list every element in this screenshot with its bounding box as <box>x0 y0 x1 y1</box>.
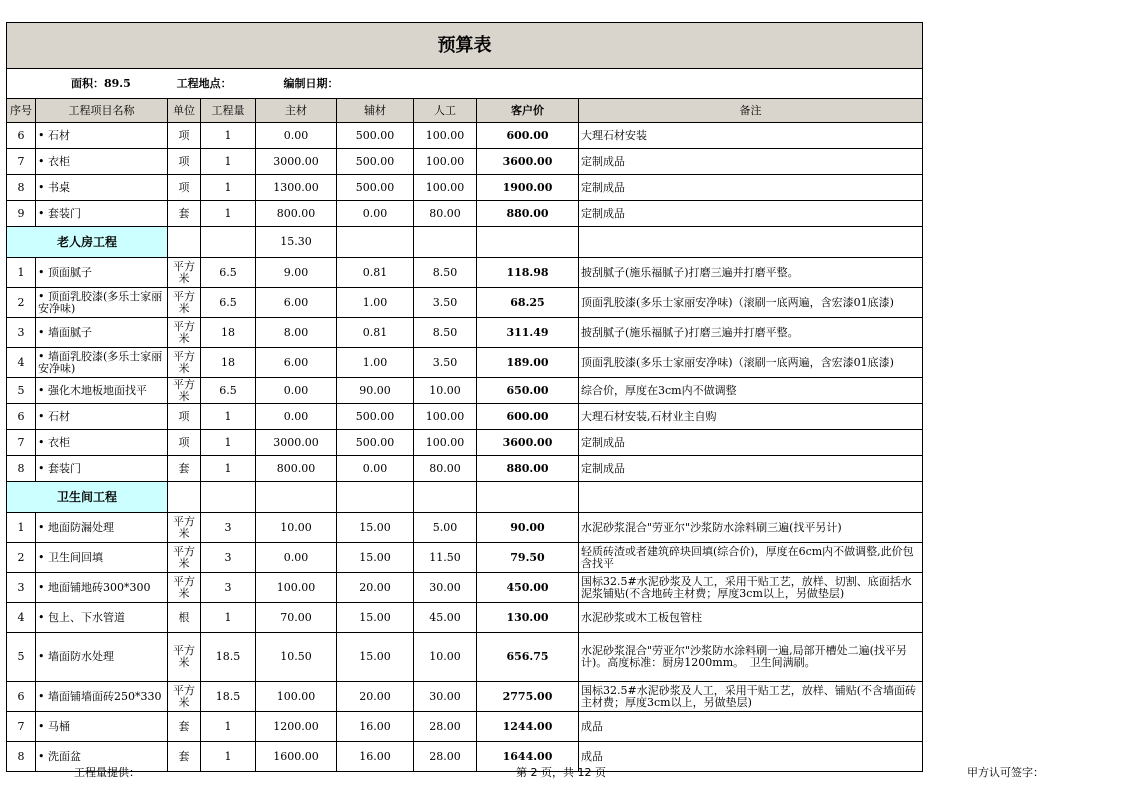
price-cell: 118.98 <box>477 258 579 288</box>
aux-cell: 1.00 <box>337 348 414 378</box>
table-row <box>7 603 923 633</box>
price-cell: 1644.00 <box>477 742 579 772</box>
price-cell: 600.00 <box>477 404 579 430</box>
table-row <box>7 201 923 227</box>
main-cell: 100.00 <box>256 573 337 603</box>
price-cell: 1900.00 <box>477 175 579 201</box>
labor-cell: 30.00 <box>414 573 477 603</box>
note-cell: 定制成品 <box>579 201 923 227</box>
col-header-labor: 人工 <box>414 99 477 123</box>
item-name: • 套装门 <box>36 201 168 227</box>
main-cell: 800.00 <box>256 456 337 482</box>
unit-cell: 平方米 <box>168 633 201 682</box>
page-total: 12 <box>577 766 592 779</box>
main-cell: 0.00 <box>256 543 337 573</box>
section-title: 卫生间工程 <box>7 482 168 513</box>
qty-cell: 1 <box>201 149 256 175</box>
note-cell: 国标32.5#水泥砂浆及人工，采用干贴工艺，放样、铺贴(不含墙面砖主材费；厚度3cm以上，另做垫层) <box>579 682 923 712</box>
row-number: 3 <box>7 573 36 603</box>
labor-cell: 5.00 <box>414 513 477 543</box>
item-name: • 顶面乳胶漆(多乐士家丽安净味) <box>36 288 168 318</box>
table-row <box>7 123 923 149</box>
note-cell: 大理石材安装 <box>579 123 923 149</box>
main-cell: 1200.00 <box>256 712 337 742</box>
unit-cell: 平方米 <box>168 348 201 378</box>
aux-cell: 20.00 <box>337 682 414 712</box>
note-cell: 综合价，厚度在3cm内不做调整 <box>579 378 923 404</box>
header-row <box>7 99 923 123</box>
unit-cell: 套 <box>168 742 201 772</box>
price-cell: 1244.00 <box>477 712 579 742</box>
table-row <box>7 404 923 430</box>
price-cell: 600.00 <box>477 123 579 149</box>
qty-cell: 1 <box>201 742 256 772</box>
note-cell: 顶面乳胶漆(多乐士家丽安净味)（滚刷一底两遍，含宏漆01底漆) <box>579 348 923 378</box>
aux-cell: 500.00 <box>337 149 414 175</box>
unit-cell: 平方米 <box>168 543 201 573</box>
page-number: 2 <box>530 766 538 779</box>
col-header-main: 主材 <box>256 99 337 123</box>
item-name: • 强化木地板地面找平 <box>36 378 168 404</box>
unit-cell: 平方米 <box>168 258 201 288</box>
row-number: 2 <box>7 288 36 318</box>
note-cell: 轻质砖渣或者建筑碎块回填(综合价)，厚度在6cm内不做调整,此价包含找平 <box>579 543 923 573</box>
qty-cell: 1 <box>201 603 256 633</box>
col-header-no: 序号 <box>7 99 36 123</box>
item-name: • 石材 <box>36 123 168 149</box>
price-cell: 79.50 <box>477 543 579 573</box>
price-cell: 130.00 <box>477 603 579 633</box>
labor-cell: 10.00 <box>414 378 477 404</box>
date-label: 编制日期： <box>283 76 339 90</box>
qty-cell: 1 <box>201 712 256 742</box>
main-cell: 800.00 <box>256 201 337 227</box>
section-row <box>7 227 923 258</box>
labor-cell: 80.00 <box>414 456 477 482</box>
row-number: 7 <box>7 712 36 742</box>
labor-cell: 10.00 <box>414 633 477 682</box>
main-cell: 0.00 <box>256 123 337 149</box>
main-cell: 6.00 <box>256 288 337 318</box>
labor-cell: 80.00 <box>414 201 477 227</box>
item-name: • 包上、下水管道 <box>36 603 168 633</box>
aux-cell: 1.00 <box>337 288 414 318</box>
row-number: 8 <box>7 742 36 772</box>
qty-cell: 18 <box>201 318 256 348</box>
main-cell: 9.00 <box>256 258 337 288</box>
qty-cell: 1 <box>201 201 256 227</box>
unit-cell: 套 <box>168 712 201 742</box>
price-cell: 90.00 <box>477 513 579 543</box>
row-number: 4 <box>7 348 36 378</box>
col-header-price: 客户价 <box>477 99 579 123</box>
aux-cell: 0.00 <box>337 201 414 227</box>
price-cell: 880.00 <box>477 456 579 482</box>
note-cell: 成品 <box>579 742 923 772</box>
main-cell: 8.00 <box>256 318 337 348</box>
col-header-unit: 单位 <box>168 99 201 123</box>
qty-cell: 18.5 <box>201 633 256 682</box>
labor-cell: 28.00 <box>414 712 477 742</box>
qty-cell <box>201 227 256 258</box>
labor-cell: 100.00 <box>414 175 477 201</box>
area-label: 面积：89.5 <box>71 76 131 90</box>
location-label: 工程地点： <box>176 76 232 90</box>
table-row <box>7 712 923 742</box>
main-cell: 10.50 <box>256 633 337 682</box>
price-cell: 880.00 <box>477 201 579 227</box>
unit-cell: 项 <box>168 404 201 430</box>
unit-cell: 套 <box>168 456 201 482</box>
table-row <box>7 348 923 378</box>
aux-cell: 0.81 <box>337 258 414 288</box>
aux-cell: 0.81 <box>337 318 414 348</box>
main-cell: 10.00 <box>256 513 337 543</box>
item-name: • 墙面乳胶漆(多乐士家丽安净味) <box>36 348 168 378</box>
aux-cell: 0.00 <box>337 456 414 482</box>
price-cell: 311.49 <box>477 318 579 348</box>
main-cell: 100.00 <box>256 682 337 712</box>
labor-cell: 100.00 <box>414 123 477 149</box>
aux-cell: 15.00 <box>337 603 414 633</box>
item-name: • 马桶 <box>36 712 168 742</box>
main-cell: 3000.00 <box>256 430 337 456</box>
section-title: 老人房工程 <box>7 227 168 258</box>
item-name: • 套装门 <box>36 456 168 482</box>
main-cell: 3000.00 <box>256 149 337 175</box>
item-name: • 地面铺地砖300*300 <box>36 573 168 603</box>
note-cell: 大理石材安装,石材业主自购 <box>579 404 923 430</box>
aux-cell: 16.00 <box>337 742 414 772</box>
unit-cell <box>168 227 201 258</box>
aux-cell: 500.00 <box>337 175 414 201</box>
labor-cell: 28.00 <box>414 742 477 772</box>
main-cell: 6.00 <box>256 348 337 378</box>
item-name: • 洗面盆 <box>36 742 168 772</box>
unit-cell: 根 <box>168 603 201 633</box>
labor-cell: 8.50 <box>414 258 477 288</box>
aux-cell: 500.00 <box>337 430 414 456</box>
table-row <box>7 175 923 201</box>
footer-provider: 工程量提供： <box>74 766 140 779</box>
qty-cell: 1 <box>201 456 256 482</box>
item-name: • 地面防漏处理 <box>36 513 168 543</box>
note-cell: 水泥砂浆混合"劳亚尔"沙浆防水涂料刷一遍,局部开槽处二遍(找平另计)。高度标准：厨房1200mm。 卫生间满刷。 <box>579 633 923 682</box>
item-name: • 石材 <box>36 404 168 430</box>
table-row <box>7 318 923 348</box>
note-cell: 成品 <box>579 712 923 742</box>
unit-cell <box>168 482 201 513</box>
aux-cell: 16.00 <box>337 712 414 742</box>
aux-cell: 90.00 <box>337 378 414 404</box>
labor-cell: 8.50 <box>414 318 477 348</box>
price-cell: 650.00 <box>477 378 579 404</box>
qty-cell: 1 <box>201 430 256 456</box>
main-cell: 1600.00 <box>256 742 337 772</box>
main-cell: 70.00 <box>256 603 337 633</box>
qty-cell: 3 <box>201 513 256 543</box>
aux-cell: 500.00 <box>337 123 414 149</box>
row-number: 7 <box>7 149 36 175</box>
row-number: 8 <box>7 175 36 201</box>
qty-cell: 1 <box>201 175 256 201</box>
col-header-note: 备注 <box>579 99 923 123</box>
labor-cell: 45.00 <box>414 603 477 633</box>
unit-cell: 平方米 <box>168 573 201 603</box>
row-number: 6 <box>7 682 36 712</box>
item-name: • 墙面防水处理 <box>36 633 168 682</box>
qty-cell <box>201 482 256 513</box>
col-header-aux: 辅材 <box>337 99 414 123</box>
table-row <box>7 430 923 456</box>
row-number: 6 <box>7 123 36 149</box>
row-number: 4 <box>7 603 36 633</box>
note-cell: 披刮腻子(施乐福腻子)打磨三遍并打磨平整。 <box>579 318 923 348</box>
labor-cell: 11.50 <box>414 543 477 573</box>
main-cell: 0.00 <box>256 378 337 404</box>
row-number: 3 <box>7 318 36 348</box>
aux-cell <box>337 482 414 513</box>
unit-cell: 项 <box>168 175 201 201</box>
footer-page: 第 2 页，共 12 页 <box>516 766 606 779</box>
aux-cell: 15.00 <box>337 543 414 573</box>
price-cell: 68.25 <box>477 288 579 318</box>
unit-cell: 项 <box>168 123 201 149</box>
table-row <box>7 258 923 288</box>
labor-cell: 100.00 <box>414 404 477 430</box>
table-row <box>7 149 923 175</box>
qty-cell: 3 <box>201 543 256 573</box>
note-cell: 定制成品 <box>579 456 923 482</box>
note-cell: 水泥砂浆或木工板包管柱 <box>579 603 923 633</box>
item-name: • 衣柜 <box>36 149 168 175</box>
aux-cell: 20.00 <box>337 573 414 603</box>
price-cell: 2775.00 <box>477 682 579 712</box>
note-cell: 水泥砂浆混合"劳亚尔"沙浆防水涂料刷三遍(找平另计) <box>579 513 923 543</box>
labor-cell <box>414 482 477 513</box>
qty-cell: 3 <box>201 573 256 603</box>
qty-cell: 1 <box>201 404 256 430</box>
labor-cell <box>414 227 477 258</box>
row-number: 5 <box>7 378 36 404</box>
item-name: • 书桌 <box>36 175 168 201</box>
aux-cell <box>337 227 414 258</box>
qty-cell: 18.5 <box>201 682 256 712</box>
item-name: • 墙面腻子 <box>36 318 168 348</box>
unit-cell: 项 <box>168 149 201 175</box>
price-cell: 3600.00 <box>477 149 579 175</box>
unit-cell: 平方米 <box>168 682 201 712</box>
unit-cell: 平方米 <box>168 288 201 318</box>
price-cell: 656.75 <box>477 633 579 682</box>
col-header-qty: 工程量 <box>201 99 256 123</box>
footer-signature: 甲方认可签字： <box>967 766 1044 779</box>
note-cell <box>579 482 923 513</box>
col-header-name: 工程项目名称 <box>36 99 168 123</box>
main-cell: 1300.00 <box>256 175 337 201</box>
unit-cell: 平方米 <box>168 378 201 404</box>
table-row <box>7 682 923 712</box>
note-cell: 国标32.5#水泥砂浆及人工，采用干贴工艺，放样、切割、底面括水泥浆铺贴(不含地砖主材费；厚度3cm以上，另做垫层) <box>579 573 923 603</box>
note-cell: 顶面乳胶漆(多乐士家丽安净味)（滚刷一底两遍，含宏漆01底漆) <box>579 288 923 318</box>
labor-cell: 100.00 <box>414 430 477 456</box>
price-cell: 450.00 <box>477 573 579 603</box>
aux-cell: 15.00 <box>337 513 414 543</box>
row-number: 2 <box>7 543 36 573</box>
row-number: 9 <box>7 201 36 227</box>
main-cell <box>256 482 337 513</box>
note-cell <box>579 227 923 258</box>
row-number: 6 <box>7 404 36 430</box>
section-row <box>7 482 923 513</box>
table-row <box>7 513 923 543</box>
item-name: • 衣柜 <box>36 430 168 456</box>
row-number: 8 <box>7 456 36 482</box>
item-name: • 墙面铺墙面砖250*330 <box>36 682 168 712</box>
main-cell: 0.00 <box>256 404 337 430</box>
main-cell: 15.30 <box>256 227 337 258</box>
qty-cell: 1 <box>201 123 256 149</box>
row-number: 7 <box>7 430 36 456</box>
table-row <box>7 456 923 482</box>
note-cell: 定制成品 <box>579 149 923 175</box>
qty-cell: 6.5 <box>201 258 256 288</box>
note-cell: 定制成品 <box>579 430 923 456</box>
page-title: 预算表 <box>7 23 923 69</box>
table-row <box>7 573 923 603</box>
row-number: 1 <box>7 258 36 288</box>
price-cell: 3600.00 <box>477 430 579 456</box>
unit-cell: 项 <box>168 430 201 456</box>
qty-cell: 6.5 <box>201 288 256 318</box>
item-name: • 卫生间回填 <box>36 543 168 573</box>
unit-cell: 套 <box>168 201 201 227</box>
unit-cell: 平方米 <box>168 318 201 348</box>
aux-cell: 500.00 <box>337 404 414 430</box>
note-cell: 定制成品 <box>579 175 923 201</box>
table-row <box>7 288 923 318</box>
note-cell: 披刮腻子(施乐福腻子)打磨三遍并打磨平整。 <box>579 258 923 288</box>
table-row <box>7 633 923 682</box>
qty-cell: 6.5 <box>201 378 256 404</box>
unit-cell: 平方米 <box>168 513 201 543</box>
row-number: 5 <box>7 633 36 682</box>
table-row <box>7 742 923 772</box>
info-row <box>7 69 923 99</box>
qty-cell: 18 <box>201 348 256 378</box>
row-number: 1 <box>7 513 36 543</box>
budget-table <box>6 22 923 772</box>
table-row <box>7 543 923 573</box>
price-cell <box>477 227 579 258</box>
labor-cell: 3.50 <box>414 348 477 378</box>
price-cell: 189.00 <box>477 348 579 378</box>
table-row <box>7 378 923 404</box>
labor-cell: 100.00 <box>414 149 477 175</box>
price-cell <box>477 482 579 513</box>
item-name: • 顶面腻子 <box>36 258 168 288</box>
labor-cell: 3.50 <box>414 288 477 318</box>
labor-cell: 30.00 <box>414 682 477 712</box>
aux-cell: 15.00 <box>337 633 414 682</box>
